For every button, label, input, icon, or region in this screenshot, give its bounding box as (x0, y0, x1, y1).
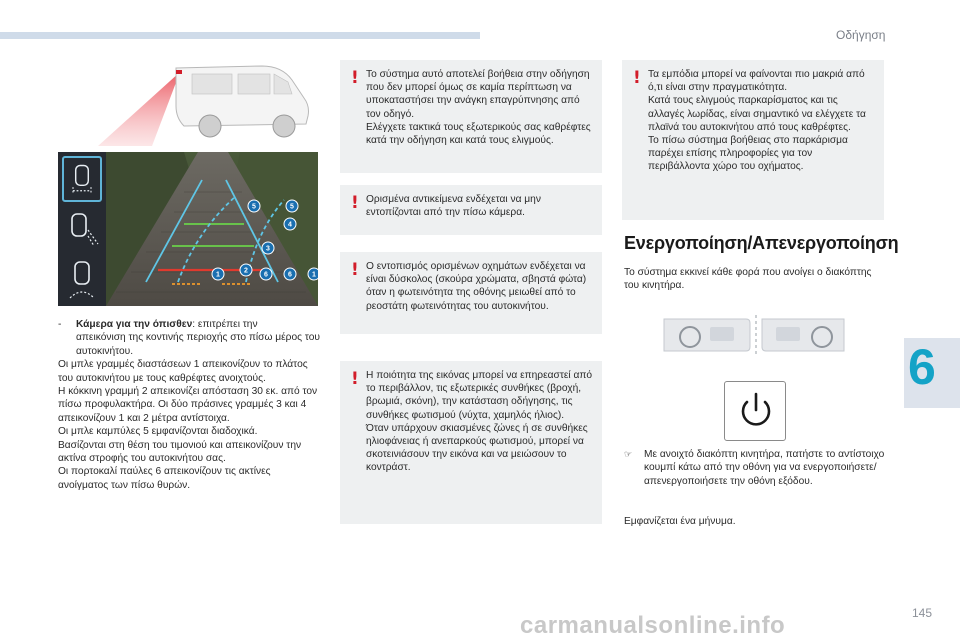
side-view-mode-icon[interactable] (62, 206, 102, 252)
camera-marker-label: 6 (288, 271, 292, 279)
front-wheel (273, 115, 295, 137)
view-mode-sidebar (58, 152, 106, 306)
bullet-item: - Κάμερα για την όπισθεν: επιτρέπει την (58, 319, 258, 330)
watermark: carmanualsonline.info (520, 612, 786, 639)
pointer-icon: ☞ (624, 450, 633, 460)
camera-marker (286, 200, 298, 212)
warning-icon: ! (351, 369, 359, 389)
rear-view-mode-icon[interactable] (62, 156, 102, 202)
power-icon (725, 382, 787, 442)
warning-text: Ορισμένα αντικείμενα ενδέχεται να μην εντοπίζονται από την πίσω κάμερα. (366, 194, 541, 219)
camera-marker (284, 218, 296, 230)
camera-marker (284, 268, 296, 280)
rear-camera-car-illustration (92, 58, 318, 148)
camera-beam (98, 72, 180, 146)
camera-marker-label: 5 (252, 203, 256, 211)
rear-wheel (199, 115, 221, 137)
camera-marker-label: 6 (264, 271, 268, 279)
camera-marker-label: 5 (290, 203, 294, 211)
dashboard-position-illustration (660, 313, 852, 357)
camera-marker-label: 1 (216, 271, 220, 279)
warning-text: Κατά τους ελιγμούς παρκαρίσματος και τις αλλαγές λωρίδας, είναι σημαντικό να ελέγχετε τα πλαϊνά του αυτοκινήτου από τους καθρέφτες. (648, 95, 866, 133)
camera-screen (58, 152, 318, 306)
camera-marker (260, 268, 272, 280)
section-title: Οδήγηση (836, 28, 886, 42)
camera-marker-label: 2 (244, 267, 248, 275)
warning-text: Το σύστημα αυτό αποτελεί βοήθεια στην οδήγηση που δεν μπορεί όμως σε καμία περίπτωση να υποκαταστήσει την ανάγκη επαγρύπνησης από τον οδηγό. (366, 69, 590, 120)
camera-marker (240, 264, 252, 276)
warning-icon: ! (351, 193, 359, 213)
warning-box (340, 252, 602, 334)
warning-box (340, 185, 602, 235)
paragraph: Η κόκκινη γραμμή 2 απεικονίζει απόσταση 30 εκ. από τον πίσω προφυλακτήρα. Οι δύο πράσινες γραμμές 3 και 4 απεικονίζουν 1 και 2 μέτρα αντίστοιχα. (58, 386, 318, 424)
warning-text: Η ποιότητα της εικόνας μπορεί να επηρεαστεί από το περιβάλλον, τις εξωτερικές συνθήκες (βροχή, βρωμιά, σκόνη), την κατάσταση οδήγησης, τις συνθήκες φωτισμού (νύχτα, χαμηλός ήλιος). (366, 370, 593, 421)
bullet-text: : επιτρέπει την (192, 319, 258, 330)
warning-icon: ! (351, 260, 359, 280)
camera-feed (106, 152, 318, 306)
instruction-text: Με ανοιχτό διακόπτη κινητήρα, πατήστε το αντίστοιχο κουμπί κάτω από την οθόνη για να ενεργοποιήσετε/απενεργοποιήσετε την οθόνη εξόδου. (644, 449, 885, 487)
top-view-mode-icon[interactable] (62, 256, 102, 302)
section-heading: Ενεργοποίηση/Απενεργοποίηση (624, 233, 899, 253)
warning-text: Όταν υπάρχουν σκιασμένες ζώνες ή σε συνθήκες ηλιοφάνειας ή ανεπαρκούς φωτισμού, μπορεί να σκοτεινιάσουν την εικόνα και να μειώσουν το κοντράστ. (366, 422, 588, 474)
paragraph: Οι μπλε καμπύλες 5 εμφανίζονται διαδοχικά. (58, 426, 258, 438)
bullet-continuation: απεικόνιση της κοντινής περιοχής στο πίσω μέρος του αυτοκινήτου. (76, 332, 320, 357)
instruction-item (624, 448, 888, 488)
paragraph: Οι πορτοκαλί παύλες 6 απεικονίζουν τις ακτίνες ανοίγματος των πίσω θυρών. (58, 466, 271, 491)
chapter-number: 6 (908, 339, 936, 395)
page-number: 145 (912, 606, 933, 620)
camera (176, 70, 182, 74)
warning-icon: ! (633, 68, 641, 88)
bullet-term: Κάμερα για την όπισθεν (76, 319, 193, 330)
warning-icon: ! (351, 68, 359, 88)
paragraph: Οι μπλε γραμμές διαστάσεων 1 απεικονίζουν το πλάτος του αυτοκινήτου με τους καθρέφτες ανοιχτούς. (58, 359, 308, 384)
message-text: Εμφανίζεται ένα μήνυμα. (624, 516, 736, 527)
camera-description (58, 318, 322, 492)
warning-text: Το πίσω σύστημα βοήθειας στο παρκάρισμα παρέχει επίσης πληροφορίες για τον περιβάλλοντα χώρο του οχήματος. (648, 135, 848, 173)
warning-box (622, 60, 884, 220)
intro-text: Το σύστημα εκκινεί κάθε φορά που ανοίγει ο διακόπτης του κινητήρα. (624, 267, 872, 292)
camera-marker (212, 268, 224, 280)
warning-text: Τα εμπόδια μπορεί να φαίνονται πιο μακριά από ό,τι είναι στην πραγματικότητα. (648, 69, 865, 94)
warning-box (340, 361, 602, 524)
camera-marker (308, 268, 318, 280)
camera-marker-label: 4 (288, 221, 292, 229)
camera-power-button[interactable] (724, 381, 786, 441)
camera-marker (248, 200, 260, 212)
paragraph: Βασίζονται στη θέση του τιμονιού και απεικονίζουν την ακτίνα στροφής του αυτοκινήτου σας. (58, 439, 302, 465)
camera-marker-label: 3 (266, 245, 270, 253)
warning-text: Ο εντοπισμός ορισμένων οχημάτων ενδέχεται να είναι δύσκολος (σκούρα χρώματα, σβηστά φώτα) όταν η φωτεινότητα της οθόνης μειωθεί από το ρεοστάτη φωτεινότητας του αυτοκινήτου. (366, 261, 587, 312)
warning-box (340, 60, 602, 173)
header-bar (0, 32, 480, 39)
warning-text: Ελέγχετε τακτικά τους εξωτερικούς σας καθρέφτες κατά την οδήγηση και κατά τους ελιγμούς. (366, 121, 591, 147)
camera-marker (262, 242, 274, 254)
camera-marker-label: 1 (312, 271, 316, 279)
